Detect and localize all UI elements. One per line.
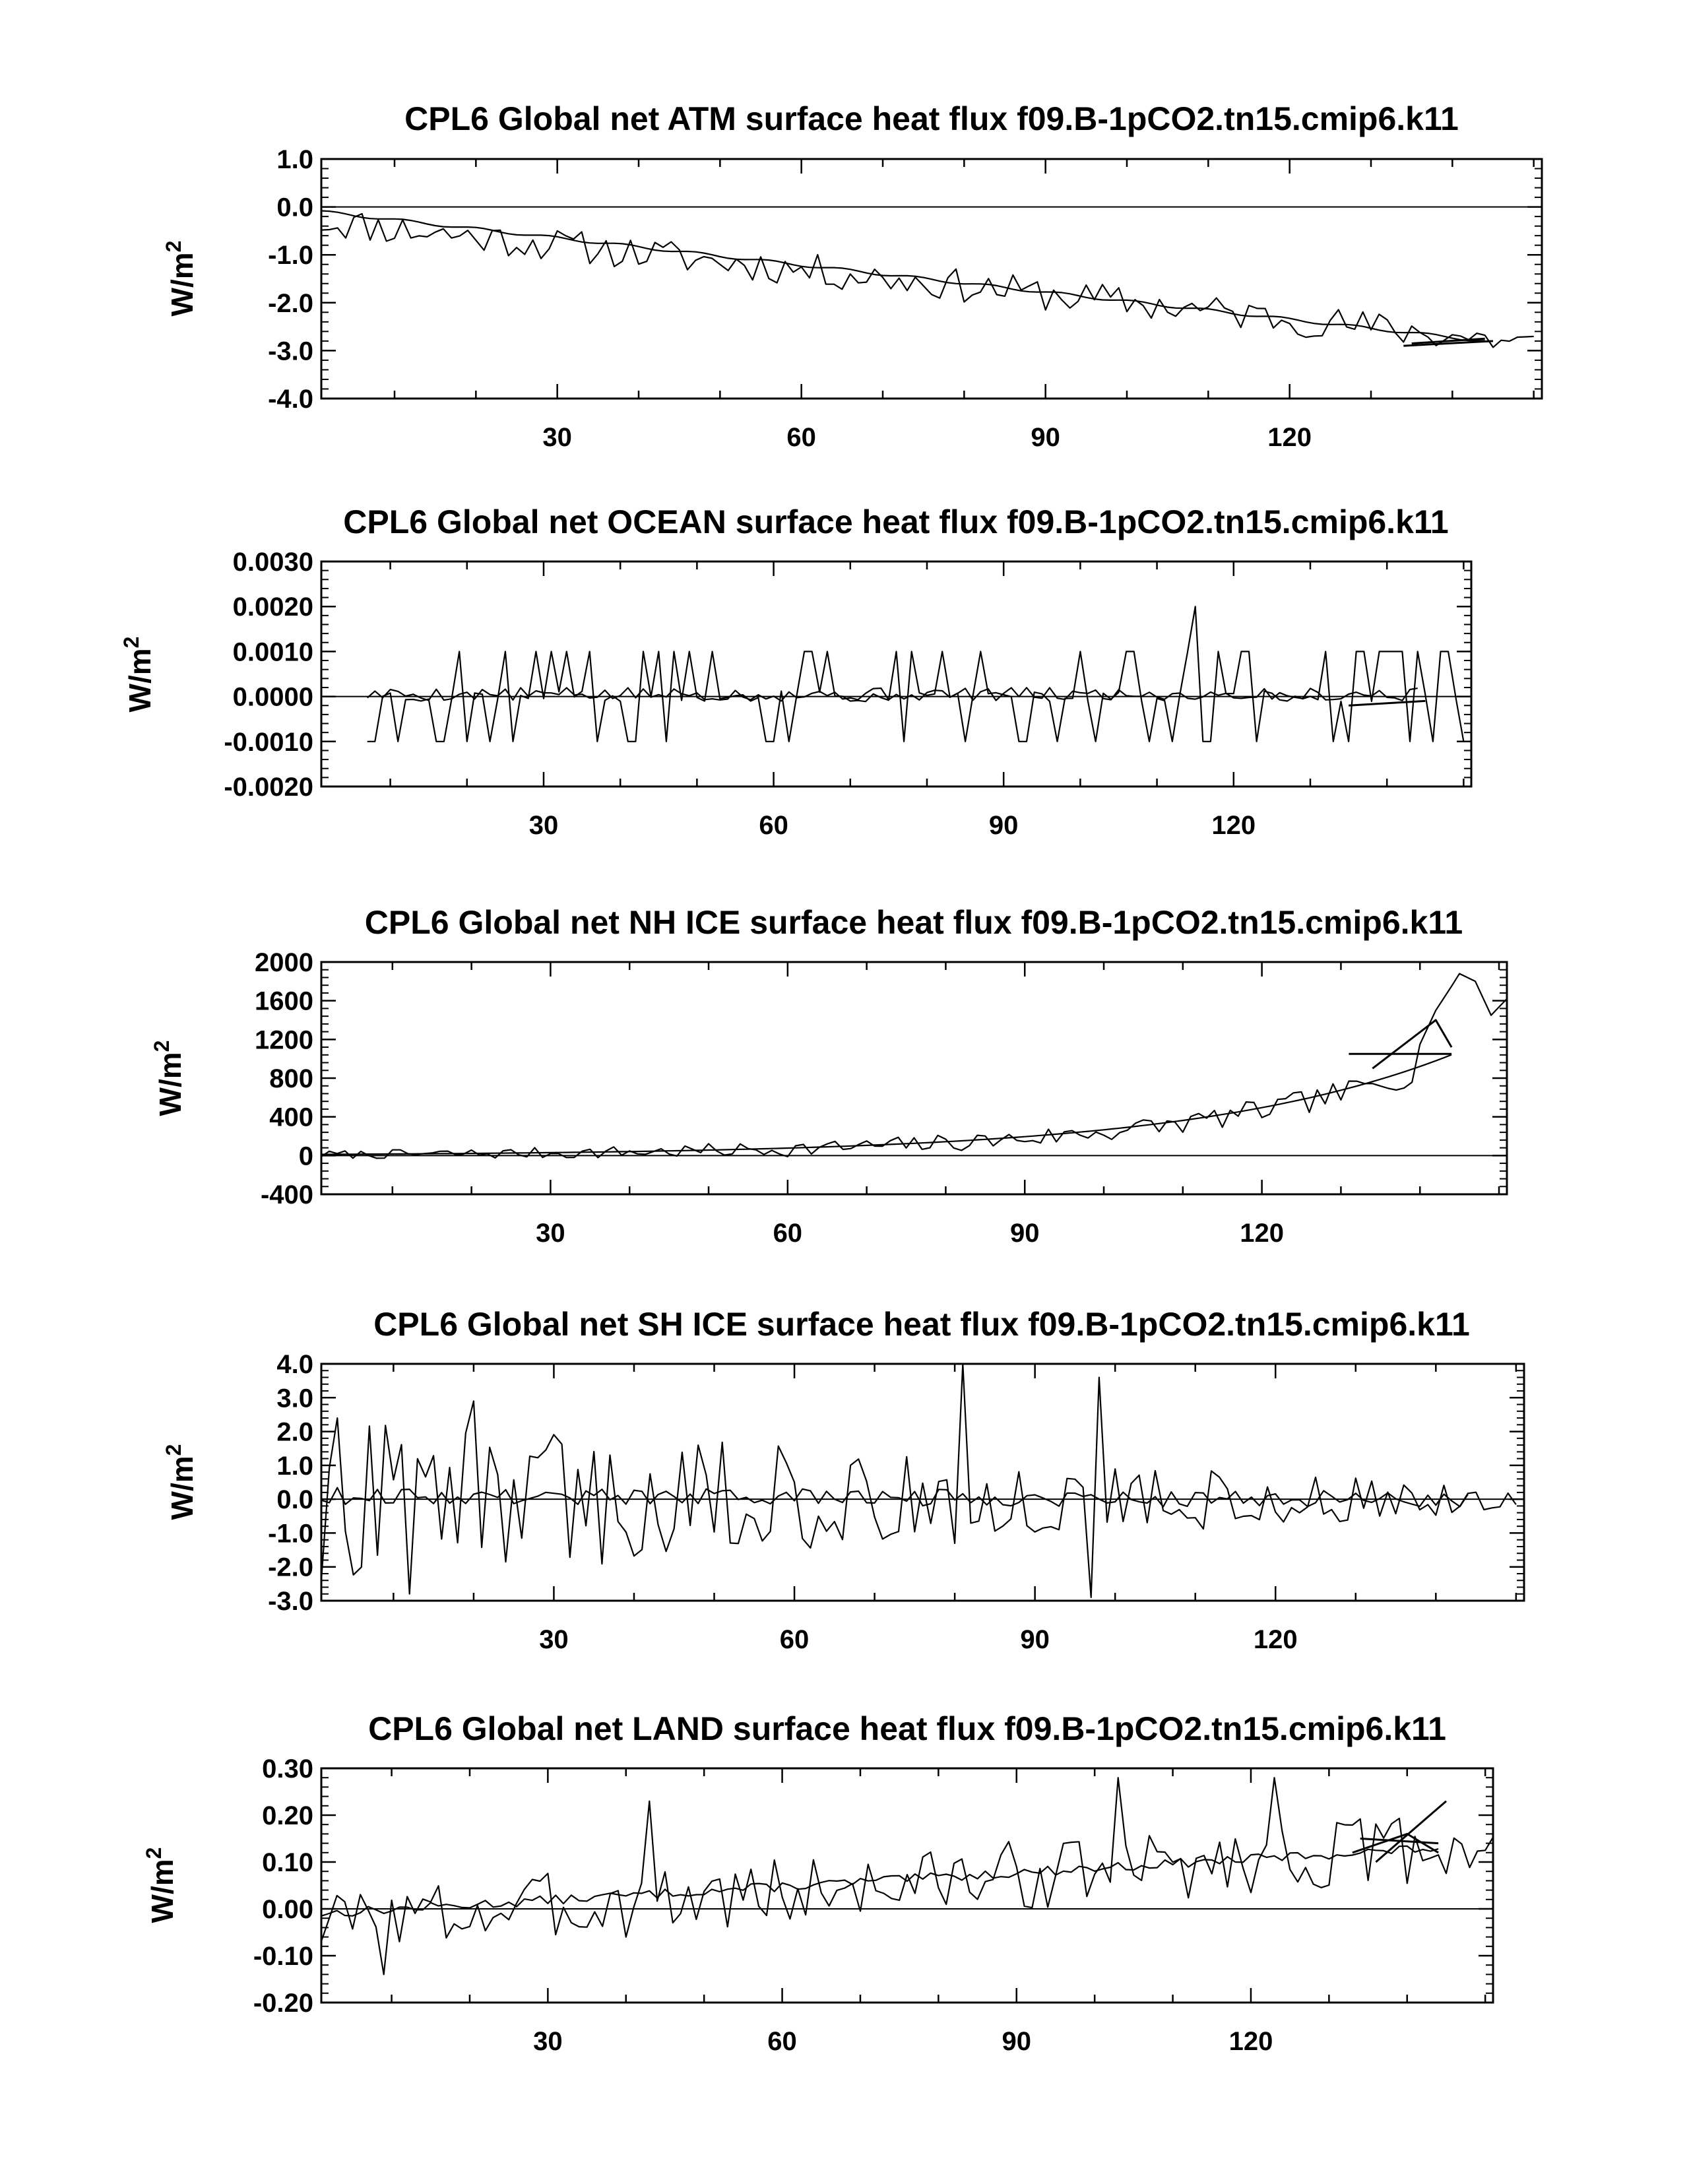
y-tick-label: -1.0 (268, 241, 313, 271)
y-tick-label: -2.0 (268, 288, 313, 318)
y-tick-label: 0.0020 (232, 593, 313, 622)
chart-title: CPL6 Global net LAND surface heat flux f09.B-1pCO2.tn15.cmip6.k11 (368, 1710, 1446, 1747)
x-tick-label: 60 (773, 1219, 803, 1248)
y-tick-label: 400 (269, 1103, 313, 1132)
x-tick-label: 120 (1253, 1625, 1298, 1654)
x-tick-label: 60 (767, 2027, 797, 2056)
y-tick-label: 1200 (255, 1025, 313, 1055)
y-tick-label: 0.00 (262, 1895, 313, 1924)
chart-title: CPL6 Global net ATM surface heat flux f09.B-1pCO2.tn15.cmip6.k11 (404, 100, 1459, 137)
y-tick-label: 1.0 (276, 1451, 313, 1481)
y-tick-label: -3.0 (268, 1587, 313, 1616)
y-tick-label: 2.0 (276, 1417, 313, 1447)
y-tick-label: 0.0030 (232, 548, 313, 577)
y-tick-label: -0.20 (253, 1989, 313, 2018)
x-tick-label: 120 (1267, 423, 1312, 452)
chart-title: CPL6 Global net NH ICE surface heat flux f09.B-1pCO2.tn15.cmip6.k11 (364, 904, 1463, 941)
x-tick-label: 30 (533, 2027, 563, 2056)
y-tick-label: 0.0000 (232, 682, 313, 712)
y-tick-label: -1.0 (268, 1519, 313, 1549)
y-axis-label: $W/m^2$ (162, 1444, 199, 1520)
y-tick-label: 4.0 (276, 1350, 313, 1379)
y-axis-label: $W/m^2$ (150, 1040, 187, 1116)
y-tick-label: 0.20 (262, 1801, 313, 1830)
y-tick-label: -4.0 (268, 385, 313, 414)
y-tick-label: 0.0 (276, 193, 313, 222)
y-tick-label: 0.0 (276, 1485, 313, 1515)
x-tick-label: 30 (539, 1625, 569, 1654)
x-tick-label: 120 (1240, 1219, 1284, 1248)
y-tick-label: -400 (260, 1180, 313, 1209)
x-tick-label: 90 (988, 811, 1019, 840)
y-tick-label: 1600 (255, 986, 313, 1016)
x-tick-label: 120 (1228, 2027, 1273, 2056)
y-tick-label: -0.10 (253, 1942, 313, 1971)
y-tick-label: 0 (298, 1141, 313, 1171)
x-tick-label: 60 (786, 423, 816, 452)
y-axis-label: $W/m^2$ (142, 1847, 179, 1923)
y-axis-label: $W/m^2$ (162, 240, 199, 317)
x-tick-label: 90 (1020, 1625, 1050, 1654)
y-tick-label: 3.0 (276, 1384, 313, 1413)
y-tick-label: 800 (269, 1064, 313, 1093)
x-tick-label: 90 (1031, 423, 1060, 452)
y-tick-label: 2000 (255, 948, 313, 977)
y-axis-label: $W/m^2$ (119, 636, 157, 713)
x-tick-label: 90 (1009, 1219, 1040, 1248)
y-tick-label: -0.0020 (224, 773, 313, 802)
y-tick-label: 0.0010 (232, 637, 313, 667)
x-tick-label: 60 (759, 811, 788, 840)
x-tick-label: 120 (1211, 811, 1256, 840)
y-tick-label: 0.10 (262, 1848, 313, 1877)
x-tick-label: 90 (1002, 2027, 1032, 2056)
y-tick-label: -2.0 (268, 1553, 313, 1582)
y-tick-label: -3.0 (268, 337, 313, 366)
y-tick-label: 1.0 (276, 145, 313, 174)
x-tick-label: 60 (779, 1625, 810, 1654)
x-tick-label: 30 (542, 423, 572, 452)
y-tick-label: 0.30 (262, 1754, 313, 1783)
chart-title: CPL6 Global net OCEAN surface heat flux f09.B-1pCO2.tn15.cmip6.k11 (343, 503, 1449, 540)
x-tick-label: 30 (536, 1219, 565, 1248)
chart-title: CPL6 Global net SH ICE surface heat flux f09.B-1pCO2.tn15.cmip6.k11 (373, 1306, 1470, 1343)
x-tick-label: 30 (528, 811, 559, 840)
y-tick-label: -0.0010 (224, 727, 313, 757)
